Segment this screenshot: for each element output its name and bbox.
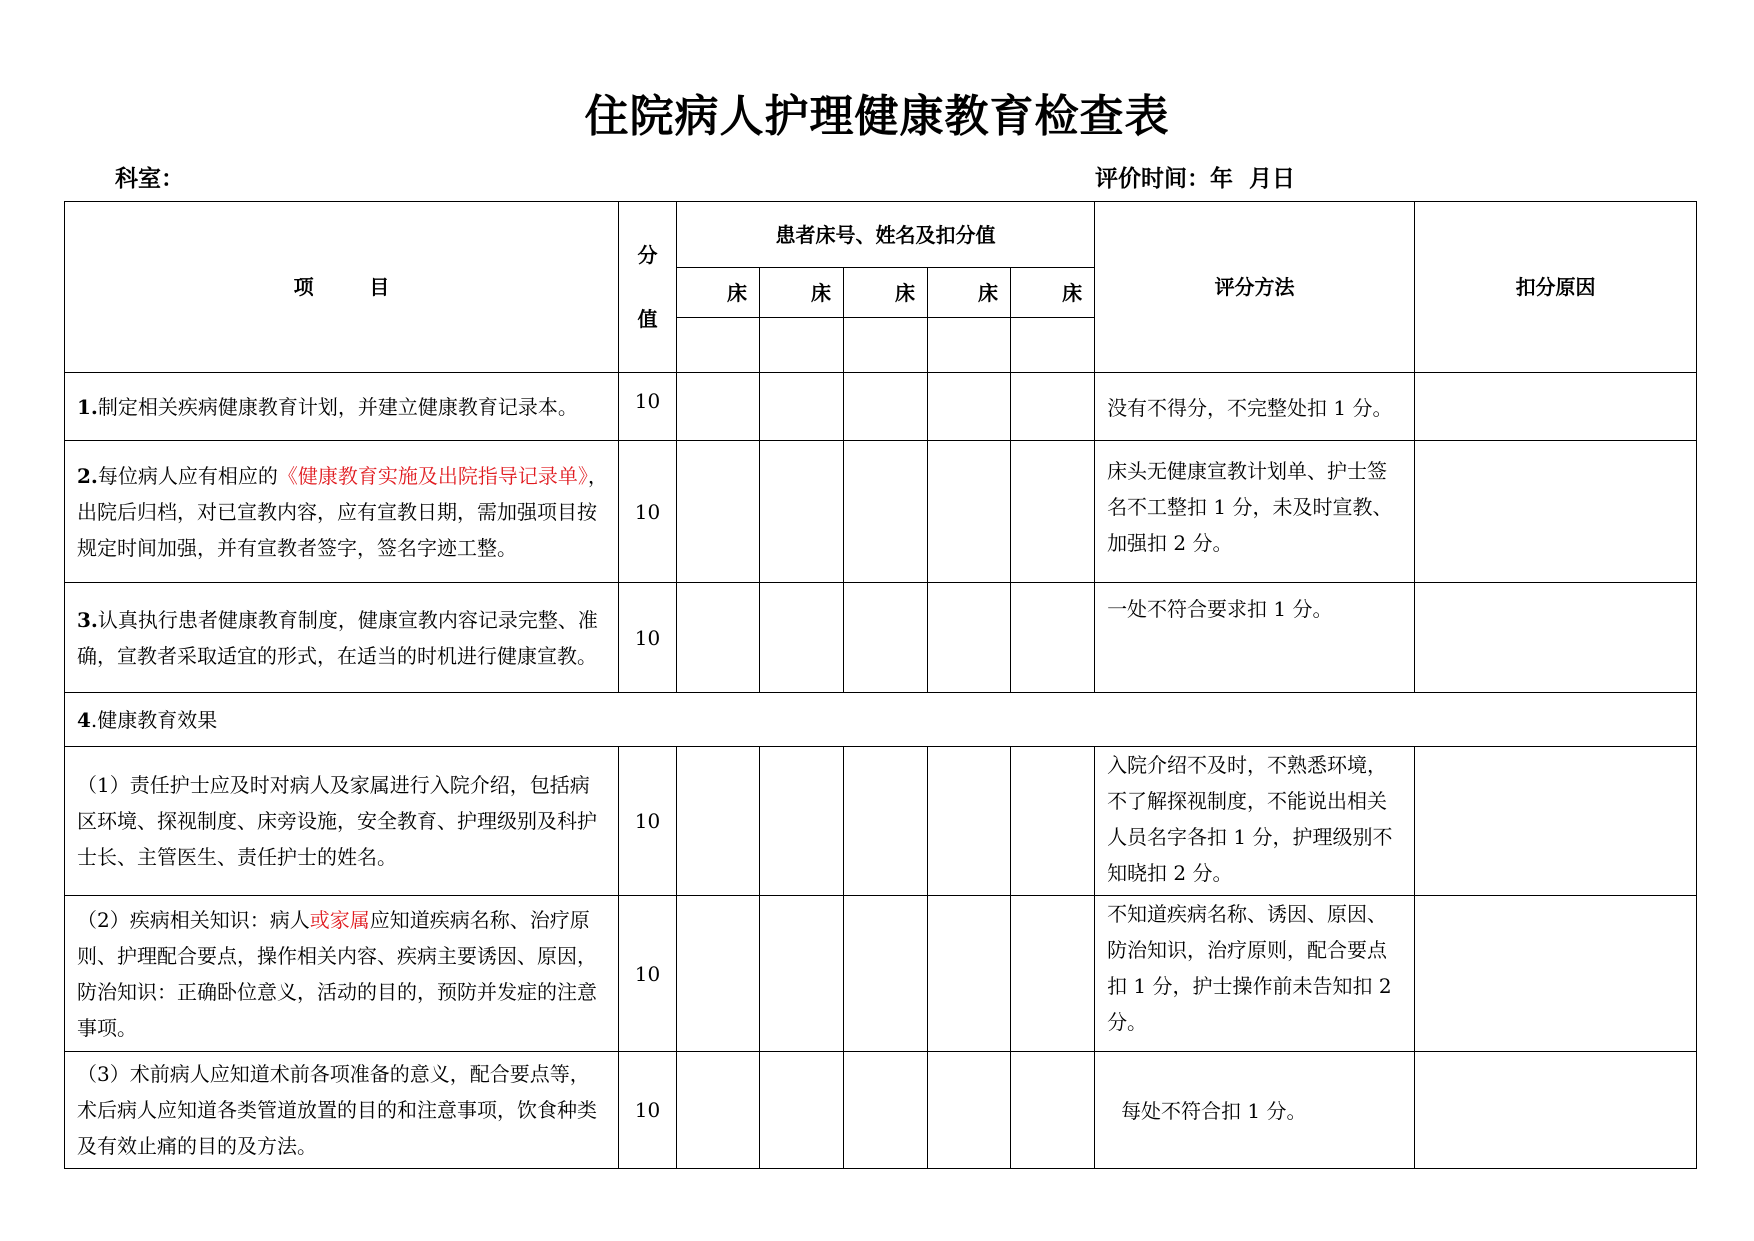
deduct-cell <box>677 441 760 583</box>
reason-cell <box>1415 896 1697 1052</box>
deduct-cell <box>760 373 844 441</box>
score-value: 10 <box>619 583 677 693</box>
item-text: （2）疾病相关知识：病人或家属应知道疾病名称、治疗原则、护理配合要点，操作相关内容、疾病主要诱因、原因，防治知识：正确卧位意义，活动的目的，预防并发症的注意事项。 <box>65 896 619 1052</box>
score-value: 10 <box>619 896 677 1052</box>
header-item: 项 目 <box>65 202 619 373</box>
item-text: 1.制定相关疾病健康教育计划，并建立健康教育记录本。 <box>65 373 619 441</box>
header-patients: 患者床号、姓名及扣分值 <box>677 202 1095 268</box>
table-row <box>65 747 1697 896</box>
header-score-top: 分 <box>637 243 658 267</box>
score-value: 10 <box>619 1052 677 1169</box>
bed-label: 床 <box>844 268 928 318</box>
bed-cell <box>928 318 1011 373</box>
section-row <box>65 693 1697 747</box>
table-row <box>65 441 1697 583</box>
method-text: 不知道疾病名称、诱因、原因、防治知识，治疗原则，配合要点扣 1 分，护士操作前未告知扣 2 分。 <box>1095 896 1415 1052</box>
section-title: 4.健康教育效果 <box>65 693 1697 747</box>
deduct-cell <box>844 747 928 896</box>
deduct-cell <box>844 1052 928 1169</box>
bed-label: 床 <box>760 268 844 318</box>
item-text: 3.认真执行患者健康教育制度，健康宣教内容记录完整、准确，宣教者采取适宜的形式，在适当的时机进行健康宣教。 <box>65 583 619 693</box>
table-row <box>65 583 1697 693</box>
deduct-cell <box>1011 1052 1095 1169</box>
method-text: 没有不得分，不完整处扣 1 分。 <box>1095 373 1415 441</box>
bed-cell <box>1011 318 1095 373</box>
reason-cell <box>1415 1052 1697 1169</box>
bed-cell <box>760 318 844 373</box>
bed-label: 床 <box>928 268 1011 318</box>
method-text: 一处不符合要求扣 1 分。 <box>1095 583 1415 693</box>
deduct-cell <box>677 747 760 896</box>
reason-cell <box>1415 747 1697 896</box>
deduct-cell <box>928 373 1011 441</box>
score-value: 10 <box>619 441 677 583</box>
bed-label: 床 <box>677 268 760 318</box>
deduct-cell <box>760 441 844 583</box>
bed-cell <box>844 318 928 373</box>
header-score <box>619 202 677 373</box>
deduct-cell <box>1011 583 1095 693</box>
deduct-cell <box>1011 747 1095 896</box>
department-label: 科室： <box>115 166 184 192</box>
deduct-cell <box>677 1052 760 1169</box>
deduct-cell <box>760 896 844 1052</box>
header-method: 评分方法 <box>1095 202 1415 373</box>
item-text: （1）责任护士应及时对病人及家属进行入院介绍，包括病区环境、探视制度、床旁设施，安全教育、护理级别及科护士长、主管医生、责任护士的姓名。 <box>65 747 619 896</box>
method-text: 入院介绍不及时，不熟悉环境，不了解探视制度，不能说出相关人员名字各扣 1 分，护理级别不知晓扣 2 分。 <box>1095 747 1415 896</box>
deduct-cell <box>844 896 928 1052</box>
deduct-cell <box>760 1052 844 1169</box>
deduct-cell <box>844 583 928 693</box>
deduct-cell <box>1011 441 1095 583</box>
item-text: （3）术前病人应知道术前各项准备的意义，配合要点等，术后病人应知道各类管道放置的目的和注意事项，饮食种类及有效止痛的目的及方法。 <box>65 1052 619 1169</box>
table-row <box>65 373 1697 441</box>
deduct-cell <box>1011 373 1095 441</box>
header-score-bottom: 值 <box>637 307 658 331</box>
deduct-cell <box>677 896 760 1052</box>
deduct-cell <box>1011 896 1095 1052</box>
deduct-cell <box>760 747 844 896</box>
page-title: 住院病人护理健康教育检查表 <box>584 91 1170 142</box>
method-text: 每处不符合扣 1 分。 <box>1095 1052 1415 1169</box>
item-text: 2.每位病人应有相应的《健康教育实施及出院指导记录单》，出院后归档，对已宣教内容，应有宣教日期，需加强项目按规定时间加强，并有宣教者签字，签名字迹工整。 <box>65 441 619 583</box>
score-value: 10 <box>619 747 677 896</box>
reason-cell <box>1415 441 1697 583</box>
reason-cell <box>1415 583 1697 693</box>
table-row <box>65 1052 1697 1169</box>
deduct-cell <box>677 583 760 693</box>
deduct-cell <box>928 896 1011 1052</box>
deduct-cell <box>928 747 1011 896</box>
method-text: 床头无健康宣教计划单、护士签名不工整扣 1 分，未及时宣教、加强扣 2 分。 <box>1095 441 1415 583</box>
score-value: 10 <box>619 373 677 441</box>
deduct-cell <box>844 441 928 583</box>
eval-time-label: 评价时间：年 月日 <box>1095 166 1296 192</box>
deduct-cell <box>928 1052 1011 1169</box>
table-row <box>65 896 1697 1052</box>
header-reason: 扣分原因 <box>1415 202 1697 373</box>
deduct-cell <box>677 373 760 441</box>
bed-cell <box>677 318 760 373</box>
bed-label: 床 <box>1011 268 1095 318</box>
deduct-cell <box>928 583 1011 693</box>
reason-cell <box>1415 373 1697 441</box>
deduct-cell <box>760 583 844 693</box>
deduct-cell <box>844 373 928 441</box>
deduct-cell <box>928 441 1011 583</box>
inspection-table <box>64 201 1697 1169</box>
